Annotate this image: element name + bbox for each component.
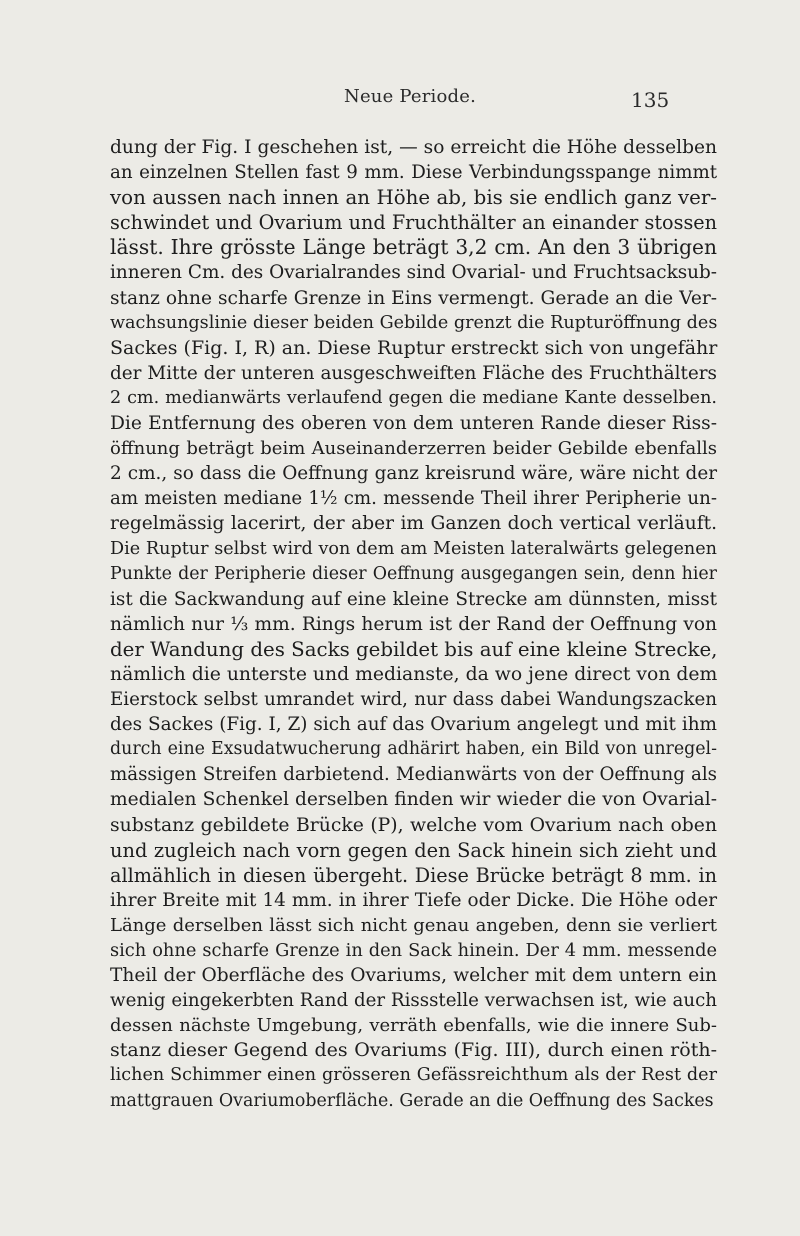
- text-line: ihrer Breite mit 14 mm. in ihrer Tiefe oder Dicke. Die Höhe oder: [110, 889, 717, 911]
- text-line: von aussen nach innen an Höhe ab, bis sie endlich ganz ver-: [110, 186, 717, 210]
- running-title: Neue Periode.: [344, 86, 477, 107]
- text-line: wenig eingekerbten Rand der Rissstelle verwachsen ist, wie auch: [110, 990, 717, 1012]
- text-line: mattgrauen Ovariumoberfläche. Gerade an die Oeffnung des Sackes: [110, 1090, 714, 1111]
- text-line: inneren Cm. des Ovarialrandes sind Ovarial- und Fruchtsacksub-: [110, 262, 717, 284]
- text-line: stanz ohne scharfe Grenze in Eins vermengt. Gerade an die Ver-: [110, 287, 717, 309]
- text-line: Länge derselben lässt sich nicht genau angeben, denn sie verliert: [110, 914, 717, 936]
- text-line: Die Entfernung des oberen von dem unteren Rande dieser Riss-: [110, 413, 717, 435]
- page-number: 135: [631, 88, 670, 112]
- text-line: Sackes (Fig. I, R) an. Diese Ruptur erstreckt sich von ungefähr: [110, 336, 718, 359]
- text-line: nämlich nur ⅓ mm. Rings herum ist der Rand der Oeffnung von: [110, 613, 717, 635]
- text-line: Eierstock selbst umrandet wird, nur dass dabei Wandungszacken: [110, 689, 717, 711]
- text-line: mässigen Streifen darbietend. Medianwärts von der Oeffnung als: [110, 764, 717, 786]
- text-line: ist die Sackwandung auf eine kleine Strecke am dünnsten, misst: [110, 588, 717, 610]
- text-line: lässt. Ihre grösste Länge beträgt 3,2 cm. An den 3 übrigen: [110, 235, 717, 260]
- text-line: nämlich die unterste und medianste, da wo jene direct von dem: [110, 663, 718, 685]
- text-line: wachsungslinie dieser beiden Gebilde grenzt die Rupturöffnung des: [110, 312, 718, 333]
- text-line: der Wandung des Sacks gebildet bis auf eine kleine Strecke,: [110, 637, 718, 661]
- text-line: lichen Schimmer einen grösseren Gefässreichthum als der Rest der: [110, 1065, 717, 1086]
- text-line: der Mitte der unteren ausgeschweiften Fläche des Fruchthälters: [110, 362, 717, 384]
- text-line: durch eine Exsudatwucherung adhärirt haben, ein Bild von unregel-: [110, 739, 717, 760]
- text-line: substanz gebildete Brücke (P), welche vom Ovarium nach oben: [110, 814, 717, 836]
- text-line: Punkte der Peripherie dieser Oeffnung ausgegangen sein, denn hier: [110, 563, 717, 584]
- text-line: Die Ruptur selbst wird von dem am Meisten lateralwärts gelegenen: [110, 538, 717, 559]
- text-line: an einzelnen Stellen fast 9 mm. Diese Verbindungsspange nimmt: [110, 162, 717, 184]
- text-line: am meisten mediane 1½ cm. messende Theil ihrer Peripherie un-: [110, 488, 717, 510]
- text-line: öffnung beträgt beim Auseinanderzerren beider Gebilde ebenfalls: [110, 438, 717, 460]
- body-paragraph: [110, 135, 717, 1114]
- text-line: stanz dieser Gegend des Ovariums (Fig. III), durch einen röth-: [110, 1039, 717, 1062]
- text-line: medialen Schenkel derselben finden wir wieder die von Ovarial-: [110, 789, 717, 811]
- text-line: und zugleich nach vorn gegen den Sack hinein sich zieht und: [110, 838, 717, 862]
- text-line: dung der Fig. I geschehen ist, — so erreicht die Höhe desselben: [110, 137, 717, 158]
- text-line: 2 cm., so dass die Oeffnung ganz kreisrund wäre, wäre nicht der: [110, 463, 717, 485]
- text-line: dessen nächste Umgebung, verräth ebenfalls, wie die innere Sub-: [110, 1015, 717, 1037]
- text-line: des Sackes (Fig. I, Z) sich auf das Ovarium angelegt und mit ihm: [110, 714, 717, 736]
- text-line: regelmässig lacerirt, der aber im Ganzen doch vertical verläuft.: [110, 513, 717, 535]
- text-line: 2 cm. medianwärts verlaufend gegen die mediane Kante desselben.: [110, 387, 717, 408]
- text-line: Theil der Oberfläche des Ovariums, welcher mit dem untern ein: [110, 965, 717, 987]
- text-line: sich ohne scharfe Grenze in den Sack hinein. Der 4 mm. messende: [110, 940, 717, 961]
- text-line: schwindet und Ovarium und Fruchthälter an einander stossen: [110, 211, 717, 235]
- text-line: allmählich in diesen übergeht. Diese Brücke beträgt 8 mm. in: [110, 863, 717, 887]
